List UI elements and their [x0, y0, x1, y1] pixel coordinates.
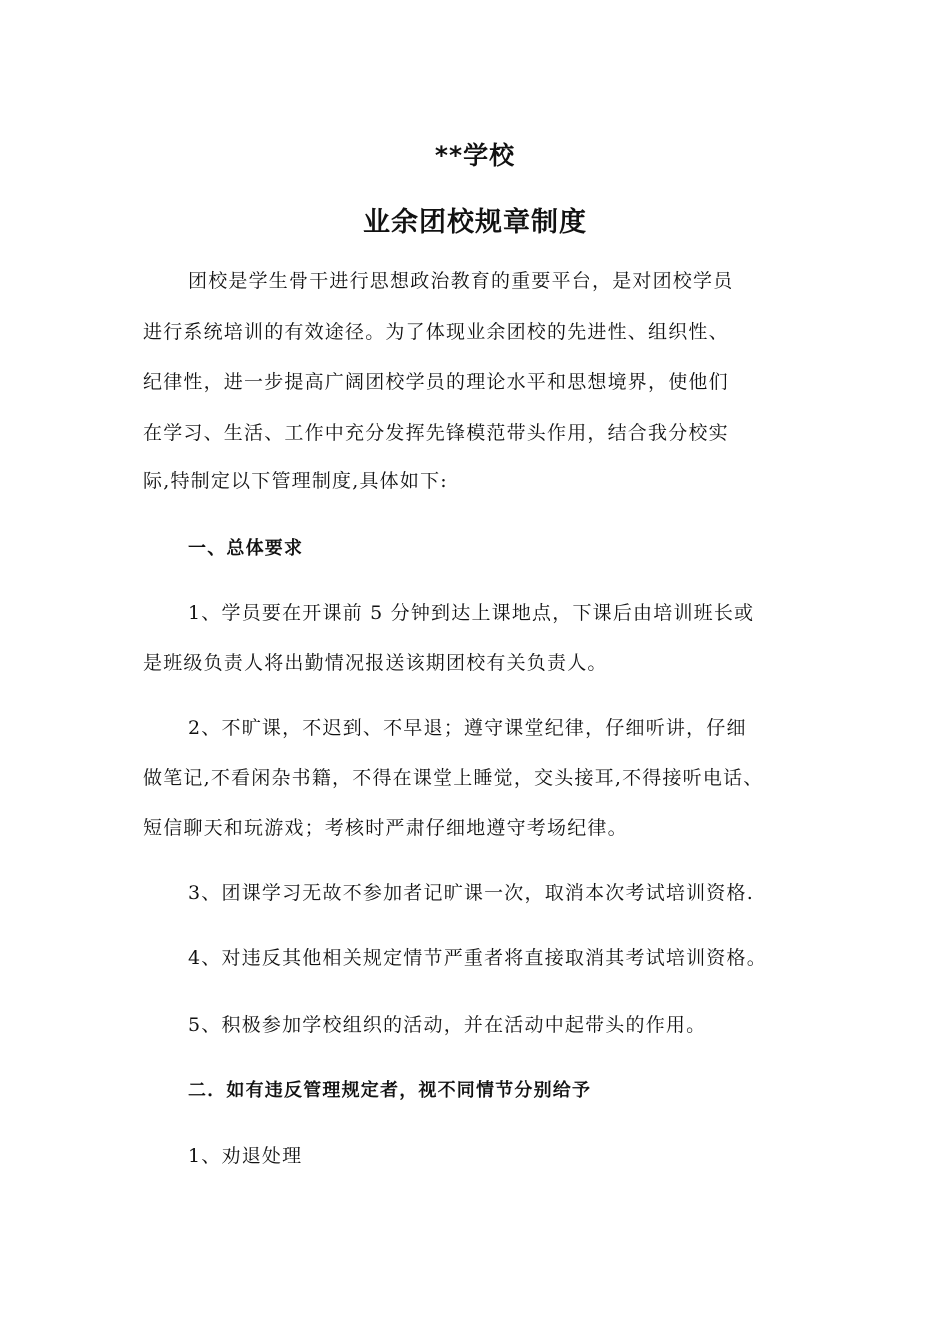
item-3: 3、团课学习无故不参加者记旷课一次，取消本次考试培训资格. — [188, 882, 754, 904]
item-2-line-2: 做笔记,不看闲杂书籍，不得在课堂上睡觉，交头接耳,不得接听电话、 — [143, 767, 764, 789]
intro-line-5: 际,特制定以下管理制度,具体如下: — [143, 470, 448, 492]
document-title: **学校 — [434, 141, 516, 170]
item-1-line-2: 是班级负责人将出勤情况报送该期团校有关负责人。 — [143, 652, 608, 674]
intro-line-1: 团校是学生骨干进行思想政治教育的重要平台，是对团校学员 — [188, 270, 734, 292]
item-1-line-1: 1、学员要在开课前 5 分钟到达上课地点，下课后由培训班长或 — [188, 602, 755, 624]
intro-line-4: 在学习、生活、工作中充分发挥先锋模范带头作用，结合我分校实 — [143, 422, 729, 444]
item-5: 5、积极参加学校组织的活动，并在活动中起带头的作用。 — [188, 1014, 707, 1036]
section-1-heading: 一、总体要求 — [188, 538, 304, 559]
section-2-heading: 二．如有违反管理规定者，视不同情节分别给予 — [188, 1080, 592, 1101]
item-2-line-1: 2、不旷课，不迟到、不早退；遵守课堂纪律，仔细听讲，仔细 — [188, 717, 747, 739]
intro-line-2: 进行系统培训的有效途径。为了体现业余团校的先进性、组织性、 — [143, 321, 729, 343]
item-4: 4、对违反其他相关规定情节严重者将直接取消其考试培训资格。 — [188, 947, 767, 969]
section-2-item-1: 1、劝退处理 — [188, 1145, 303, 1167]
intro-line-3: 纪律性，进一步提高广阔团校学员的理论水平和思想境界，使他们 — [143, 371, 729, 393]
document-subtitle: 业余团校规章制度 — [363, 207, 587, 238]
item-2-line-3: 短信聊天和玩游戏；考核时严肃仔细地遵守考场纪律。 — [143, 817, 628, 839]
